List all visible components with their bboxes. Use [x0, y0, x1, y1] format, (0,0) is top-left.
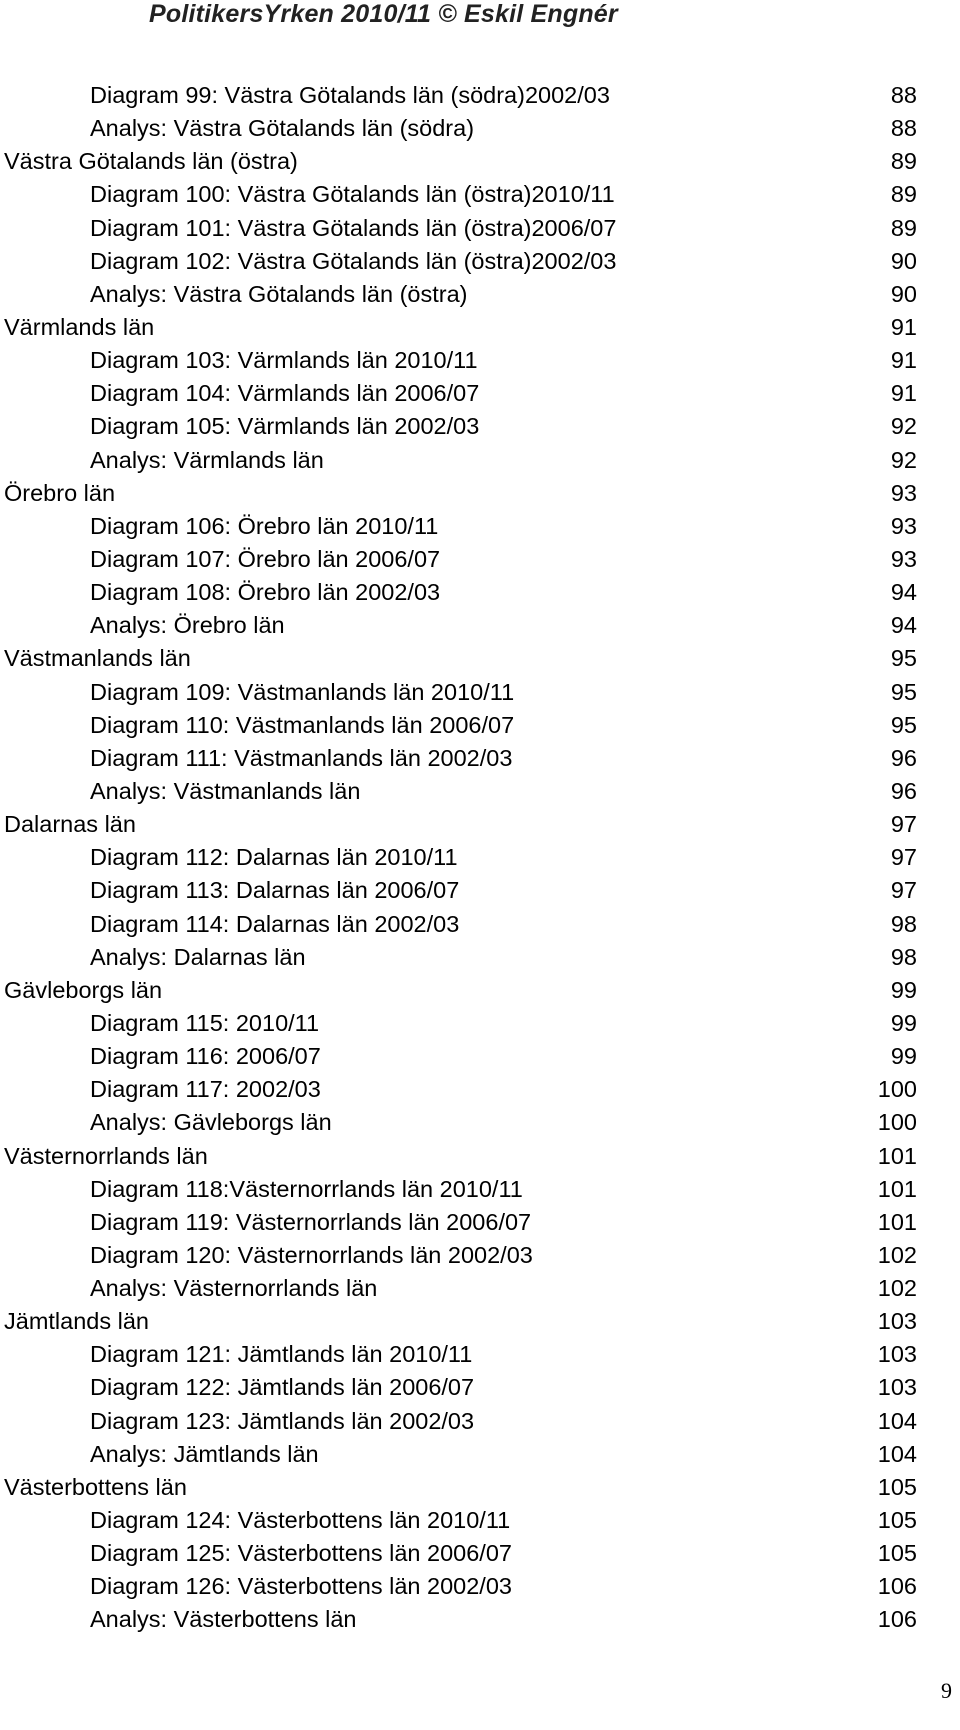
toc-entry-page: 97 — [890, 811, 917, 838]
toc-entry-title: Diagram 109: Västmanlands län 2010/11 — [90, 678, 515, 705]
toc-entry-sub[interactable] — [0, 1073, 960, 1106]
toc-entry-title: Diagram 108: Örebro län 2002/03 — [90, 579, 441, 606]
toc-entry-sub[interactable] — [0, 709, 960, 742]
toc-entry-sub[interactable] — [0, 1603, 960, 1636]
toc-entry-page: 90 — [890, 280, 917, 307]
toc-entry-title: Diagram 113: Dalarnas län 2006/07 — [90, 877, 460, 904]
toc-entry-section[interactable] — [0, 145, 960, 178]
toc-entry-page: 98 — [890, 910, 917, 937]
toc-entry-page: 96 — [890, 777, 917, 804]
toc-entry-page: 91 — [890, 313, 917, 340]
toc-entry-title: Västra Götalands län (östra) — [4, 148, 298, 175]
toc-entry-sub[interactable] — [0, 1007, 960, 1040]
toc-entry-page: 89 — [890, 148, 917, 175]
toc-entry-sub[interactable] — [0, 278, 960, 311]
toc-entry-page: 101 — [877, 1175, 917, 1202]
toc-entry-title: Analys: Västmanlands län — [90, 777, 361, 804]
toc-entry-sub[interactable] — [0, 1239, 960, 1272]
toc-entry-sub[interactable] — [0, 775, 960, 808]
toc-entry-sub[interactable] — [0, 1504, 960, 1537]
table-of-contents — [0, 79, 960, 1637]
toc-entry-page: 97 — [890, 877, 917, 904]
toc-entry-page: 99 — [890, 976, 917, 1003]
toc-entry-title: Diagram 122: Jämtlands län 2006/07 — [90, 1374, 475, 1401]
toc-entry-section[interactable] — [0, 808, 960, 841]
toc-entry-title: Diagram 119: Västernorrlands län 2006/07 — [90, 1208, 532, 1235]
toc-entry-title: Diagram 115: 2010/11 — [90, 1009, 320, 1036]
toc-entry-page: 92 — [890, 446, 917, 473]
toc-entry-page: 97 — [890, 844, 917, 871]
toc-entry-page: 96 — [890, 744, 917, 771]
toc-entry-sub[interactable] — [0, 79, 960, 112]
toc-entry-page: 98 — [890, 943, 917, 970]
toc-entry-page: 103 — [877, 1308, 917, 1335]
toc-entry-title: Diagram 114: Dalarnas län 2002/03 — [90, 910, 460, 937]
toc-entry-page: 105 — [877, 1507, 917, 1534]
toc-entry-title: Diagram 121: Jämtlands län 2010/11 — [90, 1341, 473, 1368]
toc-entry-title: Analys: Västra Götalands län (östra) — [90, 280, 468, 307]
toc-entry-sub[interactable] — [0, 245, 960, 278]
toc-entry-section[interactable] — [0, 1140, 960, 1173]
toc-entry-page: 104 — [877, 1440, 917, 1467]
toc-entry-page: 91 — [890, 347, 917, 374]
toc-entry-page: 102 — [877, 1275, 917, 1302]
toc-entry-page: 103 — [877, 1374, 917, 1401]
toc-entry-page: 88 — [890, 82, 917, 108]
toc-entry-title: Gävleborgs län — [4, 976, 163, 1003]
toc-entry-sub[interactable] — [0, 1338, 960, 1371]
toc-entry-sub[interactable] — [0, 1206, 960, 1239]
toc-entry-page: 95 — [890, 711, 917, 738]
toc-entry-title: Diagram 104: Värmlands län 2006/07 — [90, 380, 480, 407]
toc-entry-title: Analys: Örebro län — [90, 612, 285, 639]
toc-entry-page: 101 — [877, 1142, 917, 1169]
toc-entry-section[interactable] — [0, 1305, 960, 1338]
toc-entry-title: Örebro län — [4, 479, 116, 506]
toc-entry-sub[interactable] — [0, 1537, 960, 1570]
toc-entry-page: 89 — [890, 214, 917, 241]
toc-entry-sub[interactable] — [0, 874, 960, 907]
toc-entry-page: 104 — [877, 1407, 917, 1434]
toc-entry-title: Västerbottens län — [4, 1473, 187, 1500]
toc-entry-section[interactable] — [0, 642, 960, 675]
toc-entry-page: 95 — [890, 678, 917, 705]
toc-entry-sub[interactable] — [0, 676, 960, 709]
toc-entry-page: 89 — [890, 181, 917, 208]
toc-entry-page: 106 — [877, 1573, 917, 1600]
toc-entry-title: Diagram 111: Västmanlands län 2002/03 — [90, 744, 513, 771]
toc-entry-section[interactable] — [0, 974, 960, 1007]
toc-entry-page: 105 — [877, 1473, 917, 1500]
toc-entry-title: Diagram 99: Västra Götalands län (södra)2002/03 — [90, 82, 610, 108]
toc-entry-page: 106 — [877, 1606, 917, 1633]
toc-entry-sub[interactable] — [0, 510, 960, 543]
toc-entry-sub[interactable] — [0, 576, 960, 609]
toc-entry-title: Diagram 106: Örebro län 2010/11 — [90, 512, 439, 539]
toc-entry-sub[interactable] — [0, 908, 960, 941]
toc-entry-title: Analys: Värmlands län — [90, 446, 324, 473]
toc-entry-page: 93 — [890, 545, 917, 572]
toc-entry-section[interactable] — [0, 1471, 960, 1504]
toc-entry-title: Diagram 107: Örebro län 2006/07 — [90, 545, 441, 572]
toc-entry-page: 94 — [890, 612, 917, 639]
toc-entry-title: Diagram 117: 2002/03 — [90, 1076, 321, 1103]
toc-entry-page: 93 — [890, 512, 917, 539]
toc-entry-sub[interactable] — [0, 1106, 960, 1139]
toc-entry-title: Diagram 105: Värmlands län 2002/03 — [90, 413, 480, 440]
toc-entry-title: Analys: Jämtlands län — [90, 1440, 319, 1467]
toc-entry-page: 91 — [890, 380, 917, 407]
toc-entry-title: Dalarnas län — [4, 811, 136, 838]
toc-entry-sub[interactable] — [0, 377, 960, 410]
toc-entry-sub[interactable] — [0, 1173, 960, 1206]
toc-entry-section[interactable] — [0, 311, 960, 344]
page-header: PolitikersYrken 2010/11 © Eskil Engnér — [149, 0, 618, 28]
toc-entry-section[interactable] — [0, 477, 960, 510]
toc-entry-sub[interactable] — [0, 543, 960, 576]
toc-entry-title: Västmanlands län — [4, 645, 191, 672]
toc-entry-title: Analys: Dalarnas län — [90, 943, 306, 970]
toc-entry-title: Diagram 126: Västerbottens län 2002/03 — [90, 1573, 512, 1600]
toc-entry-page: 105 — [877, 1540, 917, 1567]
toc-entry-sub[interactable] — [0, 1371, 960, 1404]
toc-entry-sub[interactable] — [0, 410, 960, 443]
toc-entry-title: Analys: Västernorrlands län — [90, 1275, 378, 1302]
toc-entry-title: Diagram 103: Värmlands län 2010/11 — [90, 347, 478, 374]
toc-entry-page: 100 — [877, 1109, 917, 1136]
toc-entry-title: Diagram 116: 2006/07 — [90, 1043, 321, 1070]
toc-entry-sub[interactable] — [0, 742, 960, 775]
toc-entry-title: Jämtlands län — [4, 1308, 149, 1335]
toc-entry-sub[interactable] — [0, 1438, 960, 1471]
toc-entry-title: Diagram 112: Dalarnas län 2010/11 — [90, 844, 458, 871]
toc-entry-sub[interactable] — [0, 112, 960, 145]
toc-entry-title: Värmlands län — [4, 313, 155, 340]
toc-entry-sub[interactable] — [0, 212, 960, 245]
toc-entry-page: 99 — [890, 1009, 917, 1036]
toc-entry-page: 102 — [877, 1241, 917, 1268]
toc-entry-title: Analys: Gävleborgs län — [90, 1109, 332, 1136]
toc-entry-page: 99 — [890, 1043, 917, 1070]
toc-entry-sub[interactable] — [0, 178, 960, 211]
toc-entry-sub[interactable] — [0, 609, 960, 642]
toc-entry-page: 100 — [877, 1076, 917, 1103]
toc-entry-title: Diagram 101: Västra Götalands län (östra)2006/07 — [90, 214, 617, 241]
toc-entry-title: Diagram 124: Västerbottens län 2010/11 — [90, 1507, 511, 1534]
toc-entry-title: Diagram 118:Västernorrlands län 2010/11 — [90, 1175, 523, 1202]
toc-entry-page: 95 — [890, 645, 917, 672]
toc-entry-title: Analys: Västra Götalands län (södra) — [90, 115, 475, 142]
toc-entry-sub[interactable] — [0, 941, 960, 974]
toc-entry-title: Diagram 125: Västerbottens län 2006/07 — [90, 1540, 512, 1567]
toc-entry-page: 92 — [890, 413, 917, 440]
toc-entry-page: 88 — [890, 115, 917, 142]
toc-entry-page: 94 — [890, 579, 917, 606]
toc-entry-title: Diagram 100: Västra Götalands län (östra)2010/11 — [90, 181, 615, 208]
toc-entry-page: 90 — [890, 247, 917, 274]
toc-entry-sub[interactable] — [0, 841, 960, 874]
toc-entry-sub[interactable] — [0, 1272, 960, 1305]
toc-entry-title: Diagram 102: Västra Götalands län (östra)2002/03 — [90, 247, 617, 274]
toc-entry-sub[interactable] — [0, 1405, 960, 1438]
toc-entry-title: Analys: Västerbottens län — [90, 1606, 357, 1633]
toc-entry-sub[interactable] — [0, 1570, 960, 1603]
toc-entry-title: Västernorrlands län — [4, 1142, 208, 1169]
toc-entry-title: Diagram 110: Västmanlands län 2006/07 — [90, 711, 515, 738]
toc-entry-sub[interactable] — [0, 344, 960, 377]
toc-entry-page: 101 — [877, 1208, 917, 1235]
page-number: 9 — [941, 1678, 952, 1703]
toc-entry-page: 93 — [890, 479, 917, 506]
toc-entry-title: Diagram 123: Jämtlands län 2002/03 — [90, 1407, 475, 1434]
toc-entry-sub[interactable] — [0, 1040, 960, 1073]
toc-entry-page: 103 — [877, 1341, 917, 1368]
toc-entry-title: Diagram 120: Västernorrlands län 2002/03 — [90, 1241, 533, 1268]
toc-entry-sub[interactable] — [0, 444, 960, 477]
